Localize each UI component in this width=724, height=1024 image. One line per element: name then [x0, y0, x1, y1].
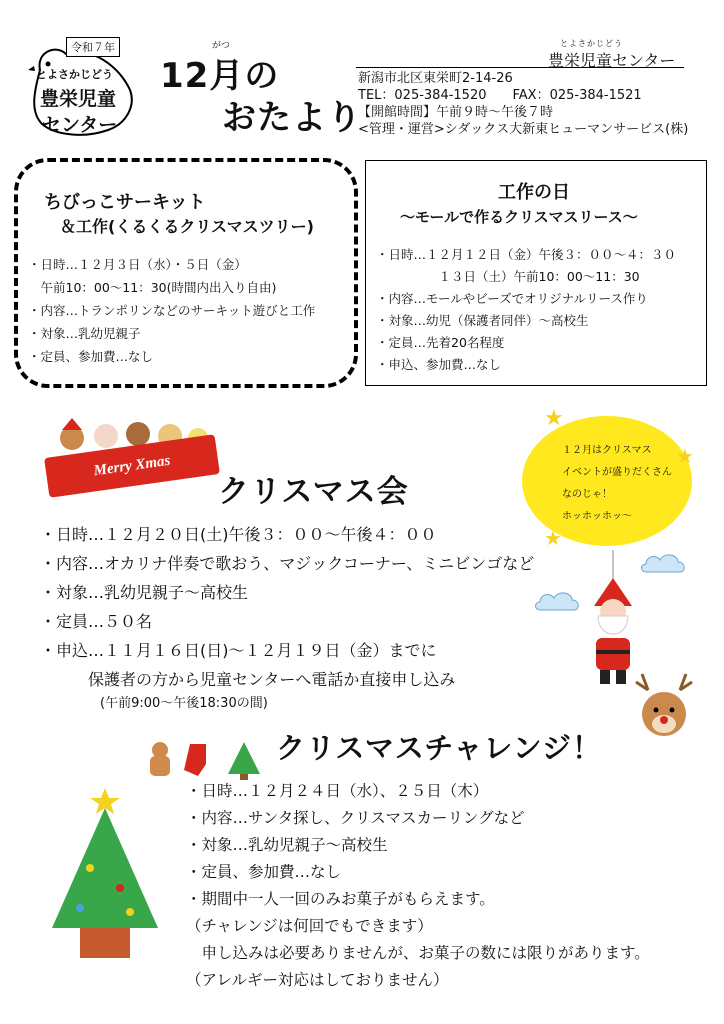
- org-ruby: とよさかじどう: [560, 39, 623, 48]
- title-ruby: がつ: [212, 41, 231, 51]
- cloud-icon: [640, 552, 688, 578]
- moon-line: １２月はクリスマス: [562, 445, 652, 456]
- list-item: ・定員…５０名: [40, 612, 153, 631]
- circuit-title2: ＆工作(くるくるクリスマスツリー): [60, 217, 314, 236]
- list-item: ・内容…トランポリンなどのサーキット遊びと工作: [28, 303, 316, 318]
- circuit-title1: ちびっこサーキット: [44, 192, 206, 213]
- list-item: ・申込…１１月１６日(日)～１２月１９日（金）までに: [40, 641, 437, 660]
- craft-title1: 工作の日: [498, 182, 570, 203]
- opening-hours: 【開館時間】午前９時～午後７時: [358, 105, 554, 120]
- moon-message: [562, 440, 672, 528]
- christmas-party-details: [40, 520, 534, 714]
- list-item: ・対象…乳幼児親子～高校生: [186, 836, 388, 854]
- star-icon: ★: [676, 444, 694, 468]
- list-item: 保護者の方から児童センターへ電話か直接申し込み: [40, 670, 456, 689]
- list-item: ・内容…サンタ探し、クリスマスカーリングなど: [186, 809, 525, 827]
- page-title-line1: 12月の: [160, 56, 280, 96]
- challenge-details: [186, 778, 650, 994]
- list-item: ・定員、参加費…なし: [28, 349, 154, 364]
- org-name: 豊栄児童センター: [548, 51, 676, 70]
- contact-block: [358, 70, 688, 138]
- era-label: 令和７年: [66, 37, 120, 57]
- reindeer-icon: [634, 670, 694, 748]
- list-item: 申し込みは必要ありませんが、お菓子の数には限りがあります。: [186, 944, 650, 962]
- list-item: ・日時…１２月２４日（水）、２５日（木）: [186, 782, 489, 800]
- management: <管理・運営>シダックス大新東ヒューマンサービス(株): [358, 122, 689, 137]
- logo-line2: センター: [42, 114, 118, 136]
- list-item: （チャレンジは何回でもできます）: [186, 917, 433, 935]
- list-item: ・対象…乳幼児親子: [28, 326, 141, 341]
- list-item: ・定員…先着20名程度: [376, 335, 505, 350]
- star-icon: ★: [544, 406, 564, 431]
- craft-details: [376, 244, 676, 376]
- circuit-details: [28, 253, 315, 368]
- list-item: ・日時…１２月３日（水）・５日（金）: [28, 257, 247, 272]
- logo-line1: 豊栄児童: [40, 88, 117, 110]
- list-item: ・内容…オカリナ伴奏で歌おう、マジックコーナー、ミニビンゴなど: [40, 554, 535, 573]
- list-item: ・対象…幼児（保護者同伴）～高校生: [376, 313, 589, 328]
- cloud-icon: [534, 590, 582, 616]
- moon-line: ホッホッホッ～: [562, 511, 632, 522]
- header-divider: [356, 67, 684, 68]
- address: 新潟市北区東栄町2-14-26: [358, 71, 513, 86]
- merry-xmas-ribbon: Merry Xmas: [44, 434, 220, 498]
- christmas-tree-icon: [30, 778, 180, 972]
- list-item: ・日時…１２月２０日(土)午後３：００～午後４：００: [40, 525, 437, 544]
- logo-ruby: とよさかじどう: [36, 68, 113, 81]
- christmas-party-title: クリスマス会: [218, 474, 409, 510]
- list-item: ・対象…乳幼児親子～高校生: [40, 583, 249, 602]
- list-item: （アレルギー対応はしておりません）: [186, 971, 449, 989]
- list-item: ・申込、参加費…なし: [376, 357, 502, 372]
- list-item: １３日（土）午前10：00～11：30: [376, 269, 640, 284]
- list-item: ・期間中一人一回のみお菓子がもらえます。: [186, 890, 495, 908]
- list-item: ・定員、参加費…なし: [186, 863, 342, 881]
- page-title-line2: おたより: [222, 98, 362, 138]
- list-item: (午前9:00～午後18:30の間): [100, 696, 268, 711]
- list-item: ・内容…モールやビーズでオリジナルリース作り: [376, 291, 648, 306]
- list-item: ・日時…１２月１２日（金）午後３：００～４：３０: [376, 247, 677, 262]
- moon-line: イベントが盛りだくさん: [562, 467, 672, 478]
- challenge-title: クリスマスチャレンジ！: [276, 731, 602, 765]
- tel-fax: TEL：025-384-1520 FAX：025-384-1521: [358, 88, 642, 103]
- star-icon: ★: [544, 526, 562, 550]
- list-item: 午前10：00～11：30(時間内出入り自由): [28, 280, 277, 295]
- craft-title2: ～モールで作るクリスマスリース～: [400, 208, 638, 226]
- moon-line: なのじゃ！: [562, 489, 612, 500]
